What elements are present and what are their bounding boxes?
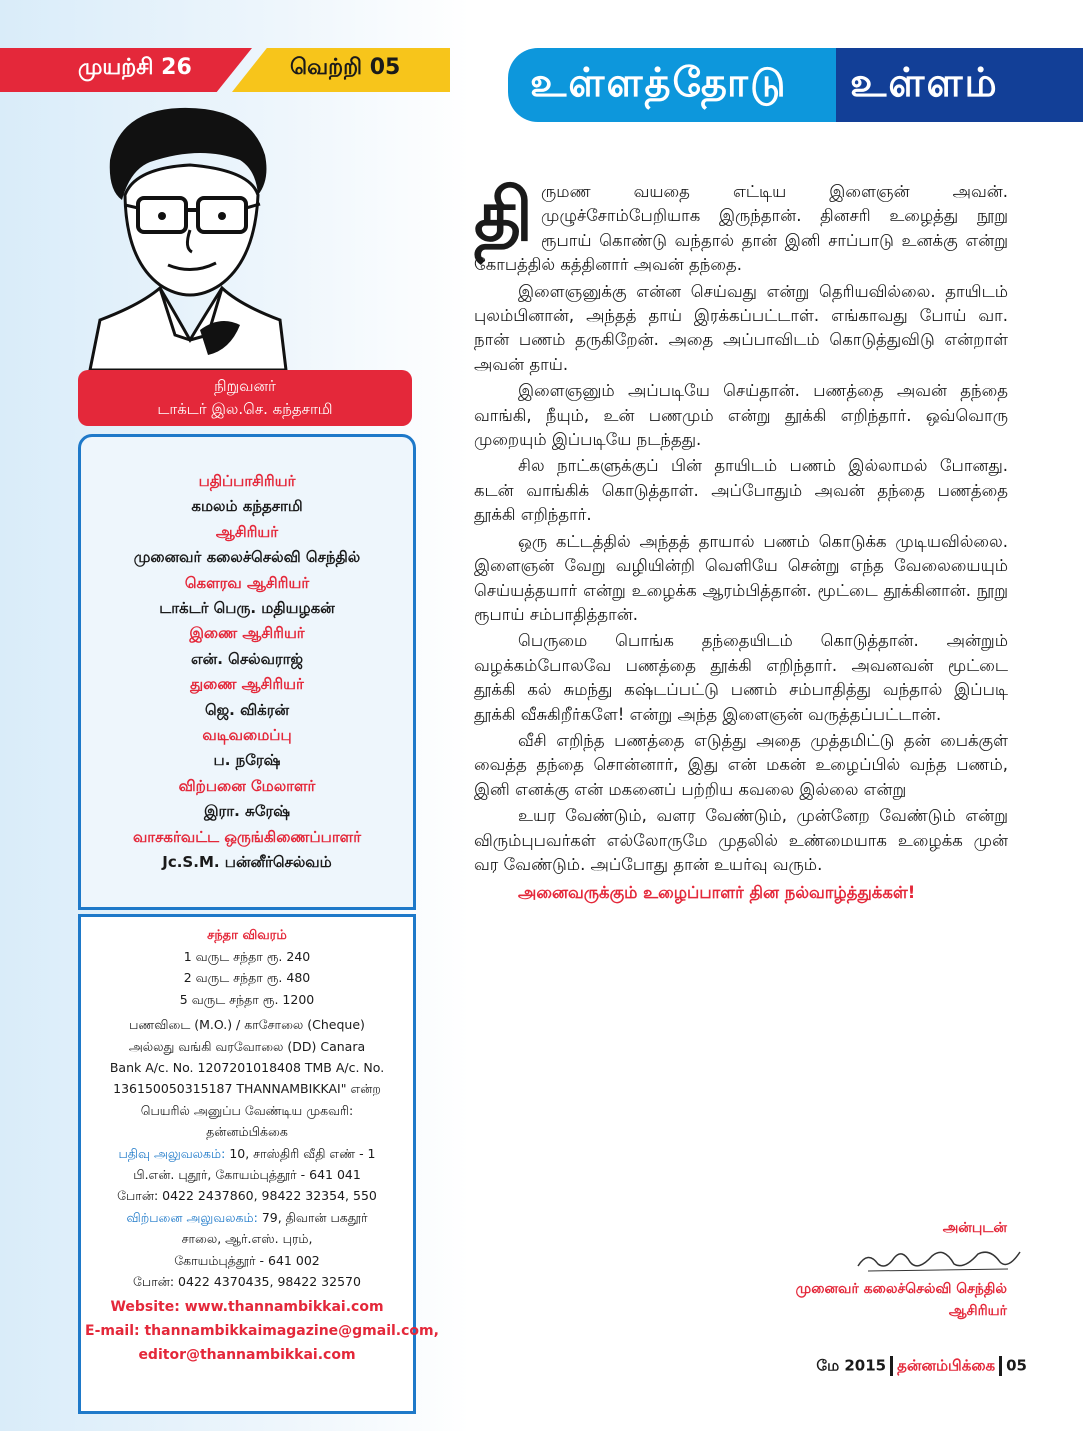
editorial-article	[474, 173, 1008, 908]
header-title-left: உள்ளத்தோடு	[530, 60, 788, 106]
footer-divider	[890, 1356, 893, 1376]
payment-line: பெயரில் அனுப்ப வேண்டிய முகவரி:	[140, 1102, 354, 1118]
sales-office-city: கோயம்புத்தூர் - 641 002	[174, 1252, 320, 1268]
attempt-label: முயற்சி 26	[78, 55, 192, 80]
founder-name: டாக்டர் இல.செ. கந்தசாமி	[157, 400, 333, 418]
article-paragraph: இளைஞனுக்கு என்ன செய்வது என்று தெரியவில்லை. தாயிடம் புலம்பினான், அந்தத் தாய் இரக்கப்பட்டாள். எங்காவது போய் வா. நான் பணம் தருகிறேன். அதை அப்பாவிடம் கொடுத்துவிடு என்றாள் அவன் தாய்.	[474, 281, 1008, 374]
page-footer	[816, 1356, 1027, 1377]
payment-line: தன்னம்பிக்கை	[206, 1124, 288, 1140]
staff-role: ஆசிரியர்	[215, 522, 279, 541]
signoff-block	[796, 1278, 1007, 1322]
article-paragraph: இளைஞனும் அப்படியே செய்தான். பணத்தை அவன் தந்தை வாங்கி, நீயும், உன் பணமும் என்று தூக்கி எறிந்தார். ஒவ்வொரு முறையும் இப்படியே நடந்தது.	[474, 381, 1008, 450]
sales-office-phone: போன்: 0422 4370435, 98422 32570	[133, 1274, 361, 1290]
editor-title: ஆசிரியர்	[948, 1303, 1007, 1319]
sales-office-address: 79, திவான் பகதூர்	[261, 1209, 368, 1225]
article-paragraph: ஒரு கட்டத்தில் அந்தத் தாயால் பணம் கொடுக்க முடியவில்லை. இளைஞன் வேறு வழியின்றி வெளியே சென்று எந்த வேலையையும் செய்யத்தயார் என்று உழைக்க ஆரம்பித்தான். மூட்டை தூக்கினான். நூறு ரூபாய் சம்பாதித்தான்.	[474, 531, 1008, 624]
founder-portrait	[80, 100, 296, 370]
payment-line: அல்லது வங்கி வரவோலை (DD) Canara	[128, 1038, 366, 1054]
email-link[interactable]: editor@thannambikkai.com	[138, 1346, 356, 1363]
drop-cap: தி	[474, 173, 533, 257]
email-link[interactable]: E-mail: thannambikkaimagazine@gmail.com,	[85, 1322, 439, 1339]
staff-role: இணை ஆசிரியர்	[189, 624, 305, 643]
header-title-right: உள்ளம்	[850, 60, 999, 106]
closing: அன்புடன்	[942, 1220, 1007, 1236]
page-number: 05	[1006, 1356, 1027, 1375]
subscription-rate: 5 வருட சந்தா ரூ. 1200	[179, 991, 315, 1007]
subscription-rate: 2 வருட சந்தா ரூ. 480	[183, 970, 311, 986]
staff-name: என். செல்வராஜ்	[190, 649, 304, 668]
founder-role: நிறுவனர்	[214, 377, 276, 395]
staff-name: கமலம் கந்தசாமி	[191, 497, 303, 516]
article-paragraph: வீசி எறிந்த பணத்தை எடுத்து அதை முத்தமிட்டு தன் பைக்குள் வைத்த தந்தை சொன்னார், இது என் மகன் உழைப்பில் வந்த பணம், இனி எனக்கு என் மகனைப் பற்றிய கவலை இல்லை என்று	[474, 730, 1008, 799]
payment-line: Bank A/c. No. 1207201018408 TMB A/c. No.	[109, 1060, 385, 1076]
article-paragraph: சில நாட்களுக்குப் பின் தாயிடம் பணம் இல்லாமல் போனது. கடன் வாங்கிக் கொடுத்தாள். அப்போதும் அவன் தந்தை பணத்தை தூக்கி எறிந்தார்.	[474, 456, 1008, 525]
sales-office-street: சாலை, ஆர்.எஸ். புரம்,	[181, 1231, 313, 1247]
issue-date: மே 2015	[816, 1356, 887, 1375]
staff-name: டாக்டர் பெரு. மதியழகன்	[159, 599, 335, 618]
registered-office-line	[85, 1143, 409, 1164]
staff-name: ப. நரேஷ்	[213, 751, 281, 770]
staff-name: முனைவர் கலைச்செல்வி செந்தில்	[133, 548, 361, 567]
founder-banner	[78, 370, 412, 426]
staff-name: ஜெ. விக்ரன்	[204, 700, 290, 719]
staff-name: Jc.S.M. பன்னீர்செல்வம்	[162, 853, 332, 872]
article-paragraph: திருமண வயதை எட்டிய இளைஞன் அவன். முழுச்சோம்பேறியாக இருந்தான். தினசரி உழைத்து நூறு ரூபாய் கொண்டு வந்தால் தான் இனி சாப்பாடு உனக்கு என்று கோபத்தில் கத்தினார் அவன் தந்தை.	[474, 173, 1008, 275]
staff-role: கௌரவ ஆசிரியர்	[184, 573, 310, 592]
staff-role: வடிவமைப்பு	[202, 726, 292, 745]
victory-label: வெற்றி 05	[290, 55, 401, 80]
staff-name: இரா. சுரேஷ்	[203, 802, 291, 821]
sales-office-line	[85, 1207, 409, 1228]
sales-office-label: விற்பனை அலுவலகம்:	[126, 1209, 258, 1225]
registered-office-address: 10, சாஸ்திரி வீதி எண் - 1	[229, 1145, 376, 1161]
subscription-heading: சந்தா விவரம்	[207, 928, 287, 943]
registered-office-city: பி.என். புதூர், கோயம்புத்தூர் - 641 041	[133, 1167, 361, 1183]
website-link[interactable]: Website: www.thannambikkai.com	[110, 1298, 384, 1315]
registered-office-phone: போன்: 0422 2437860, 98422 32354, 550	[117, 1188, 377, 1204]
subscription-box	[78, 914, 439, 1414]
staff-role: வாசகர்வட்ட ஒருங்கிணைப்பாளர்	[132, 827, 362, 846]
article-paragraph: உயர வேண்டும், வளர வேண்டும், முன்னேற வேண்டும் என்று விரும்புபவர்கள் எல்லோருமே முதலில் உண்மையாக உழைக்க முன் வர வேண்டும். அப்போது தான் உயர்வு வரும்.	[474, 806, 1008, 874]
payment-line: 136150050315187 THANNAMBIKKAI" என்ற	[113, 1081, 381, 1097]
magazine-name: தன்னம்பிக்கை	[897, 1356, 996, 1375]
registered-office-label: பதிவு அலுவலகம்:	[118, 1145, 226, 1161]
signature	[848, 1240, 1028, 1276]
editor-name: முனைவர் கலைச்செல்வி செந்தில்	[795, 1281, 1007, 1297]
payment-line: பணவிடை (M.O.) / காசோலை (Cheque)	[129, 1017, 365, 1033]
article-paragraph: பெருமை பொங்க தந்தையிடம் கொடுத்தான். அன்றும் வழக்கம்போலவே பணத்தை தூக்கி எறிந்தார். அவனவன் மூட்டை தூக்கி கல் சுமந்து கஷ்டப்பட்டு பணம் சம்பாதித்து வந்தால் இப்படி தூக்கி வீசுகிறீர்களே! என்று அந்த இளைஞன் வருத்தப்பட்டான்.	[474, 631, 1008, 724]
editorial-staff-box	[78, 434, 416, 910]
footer-divider	[999, 1356, 1002, 1376]
greeting: அனைவருக்கும் உழைப்பாளர் தின நல்வாழ்த்துக்கள்!	[518, 883, 916, 903]
subscription-rate: 1 வருட சந்தா ரூ. 240	[183, 949, 311, 964]
staff-role: விற்பனை மேலாளர்	[178, 776, 316, 795]
staff-role: பதிப்பாசிரியர்	[198, 472, 296, 490]
staff-role: துணை ஆசிரியர்	[190, 675, 304, 694]
